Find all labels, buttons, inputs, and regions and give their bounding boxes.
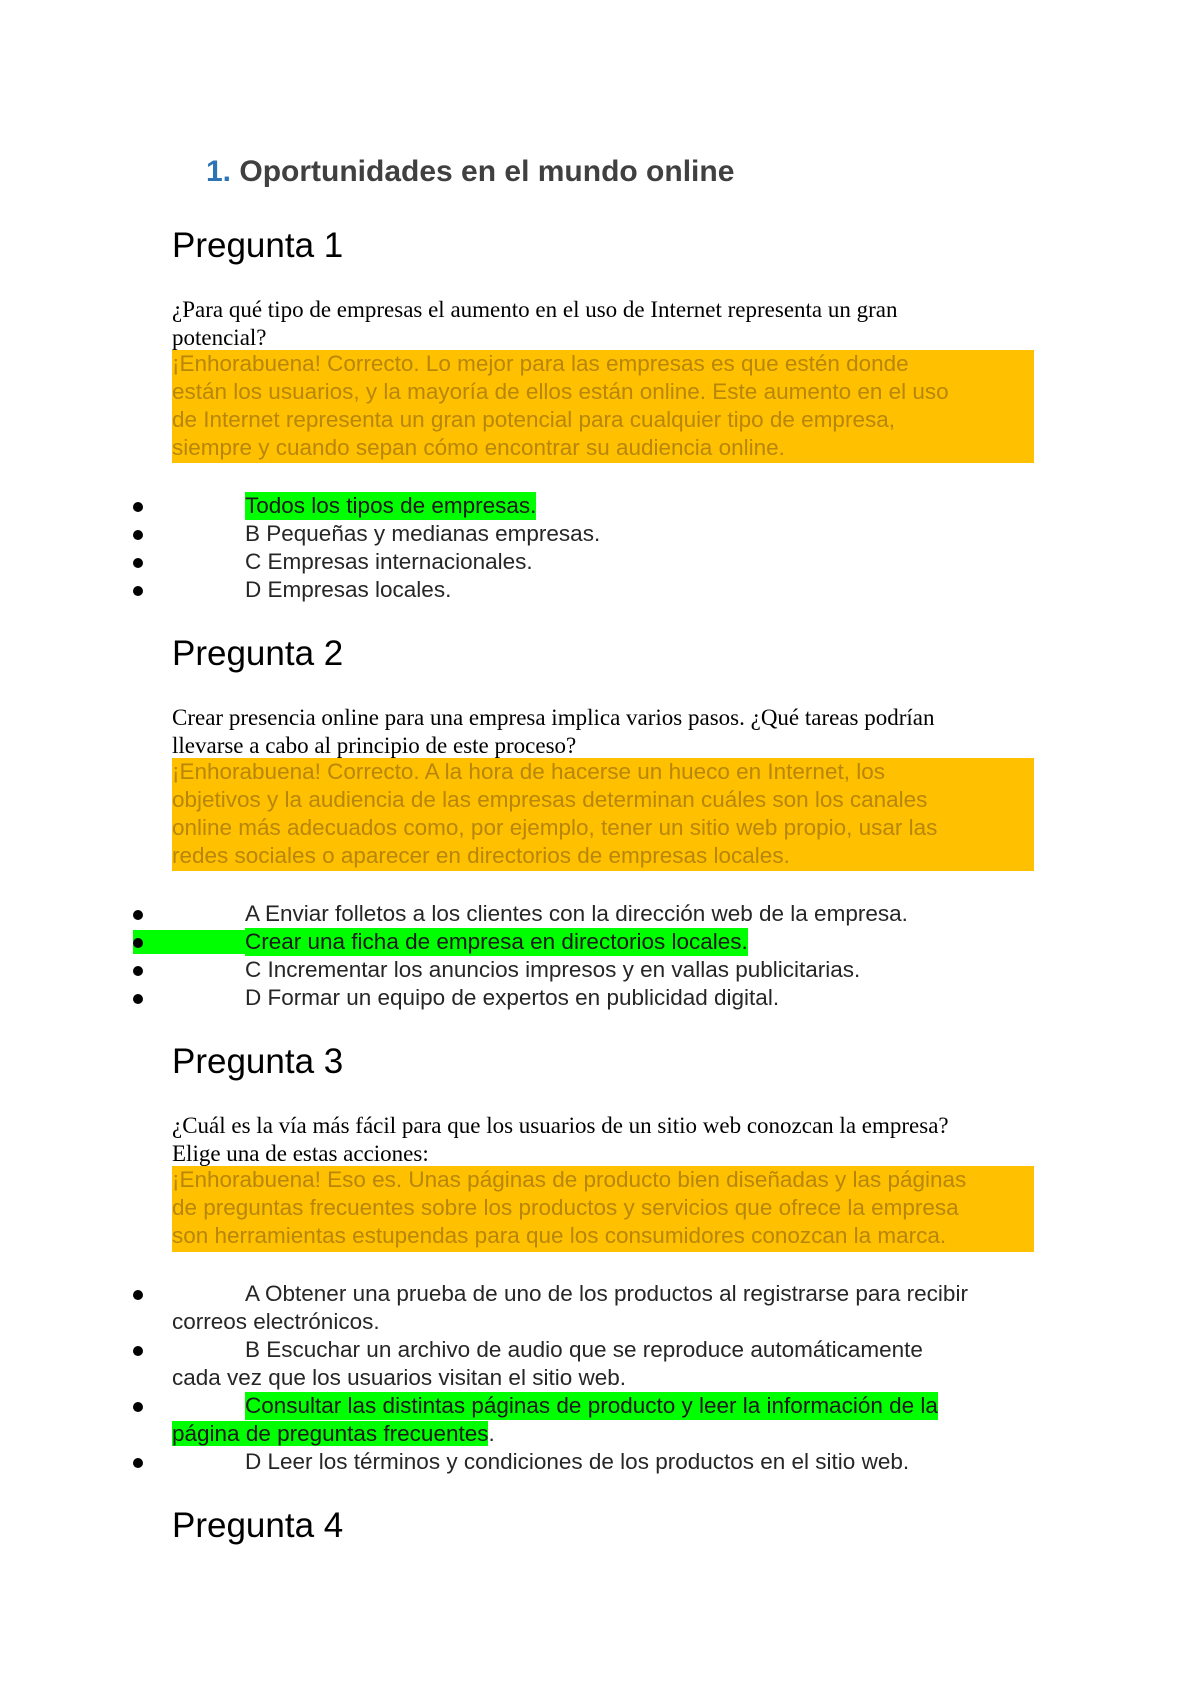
bullet-icon: [133, 994, 143, 1004]
question-heading: Pregunta 4: [172, 1506, 344, 1545]
option-text-continued: cada vez que los usuarios visitan el sitio web.: [172, 1365, 626, 1390]
bullet-icon: [133, 586, 143, 596]
question-heading: Pregunta 2: [172, 634, 344, 673]
question-text-line: llevarse a cabo al principio de este proceso?: [172, 733, 577, 758]
bullet-icon: [133, 1290, 143, 1300]
bullet-icon: [133, 910, 143, 920]
option-text: Todos los tipos de empresas.: [245, 493, 537, 518]
option-text: Crear una ficha de empresa en directorios locales.: [245, 929, 748, 954]
question-heading: Pregunta 1: [172, 226, 344, 265]
feedback-line: son herramientas estupendas para que los consumidores conozcan la marca.: [172, 1223, 947, 1248]
option-text: D Empresas locales.: [245, 577, 452, 602]
feedback-line: ¡Enhorabuena! Correcto. A la hora de hacerse un hueco en Internet, los: [172, 759, 885, 784]
option-text: C Empresas internacionales.: [245, 549, 533, 574]
option-text-highlight: página de preguntas frecuentes: [172, 1421, 489, 1446]
section-title: [206, 152, 734, 192]
bullet-icon: [133, 502, 143, 512]
bullet-icon: [133, 558, 143, 568]
question-heading: Pregunta 3: [172, 1042, 344, 1081]
bullet-icon: [133, 1346, 143, 1356]
bullet-icon: [133, 1458, 143, 1468]
option-text: Consultar las distintas páginas de producto y leer la información de la: [245, 1393, 938, 1418]
feedback-line: ¡Enhorabuena! Correcto. Lo mejor para las empresas es que estén donde: [172, 351, 909, 376]
bullet-icon: [133, 938, 143, 948]
feedback-line: online más adecuados como, por ejemplo, tener un sitio web propio, usar las: [172, 815, 938, 840]
feedback-box: [172, 1166, 1034, 1252]
bullet-icon: [133, 966, 143, 976]
option-text-continued: [172, 1420, 495, 1448]
feedback-line: están los usuarios, y la mayoría de ellos están online. Este aumento en el uso: [172, 379, 949, 404]
option-text: C Incrementar los anuncios impresos y en vallas publicitarias.: [245, 957, 861, 982]
option-text: B Pequeñas y medianas empresas.: [245, 521, 601, 546]
feedback-line: de Internet representa un gran potencial para cualquier tipo de empresa,: [172, 407, 895, 432]
feedback-line: redes sociales o aparecer en directorios de empresas locales.: [172, 843, 790, 868]
feedback-box: [172, 350, 1034, 463]
feedback-line: siempre y cuando sepan cómo encontrar su audiencia online.: [172, 435, 785, 460]
section-number: 1.: [206, 155, 232, 188]
option-text: B Escuchar un archivo de audio que se reproduce automáticamente: [245, 1337, 923, 1362]
question-text-line: Crear presencia online para una empresa implica varios pasos. ¿Qué tareas podrían: [172, 705, 935, 730]
question-text-line: ¿Cuál es la vía más fácil para que los usuarios de un sitio web conozcan la empresa?: [172, 1113, 949, 1138]
option-text: A Enviar folletos a los clientes con la dirección web de la empresa.: [245, 901, 908, 926]
question-text-line: Elige una de estas acciones:: [172, 1141, 429, 1166]
question-text-line: potencial?: [172, 325, 267, 350]
bullet-icon: [133, 530, 143, 540]
option-text-continued: correos electrónicos.: [172, 1309, 380, 1334]
feedback-line: objetivos y la audiencia de las empresas determinan cuáles son los canales: [172, 787, 928, 812]
feedback-line: ¡Enhorabuena! Eso es. Unas páginas de producto bien diseñadas y las páginas: [172, 1167, 967, 1192]
option-text-tail: .: [488, 1421, 495, 1446]
section-title-text: Oportunidades en el mundo online: [239, 155, 735, 188]
option-text: A Obtener una prueba de uno de los productos al registrarse para recibir: [245, 1281, 968, 1306]
question-text-line: ¿Para qué tipo de empresas el aumento en el uso de Internet representa un gran: [172, 297, 898, 322]
question-text: [172, 704, 1032, 760]
question-text: [172, 1112, 1032, 1168]
feedback-line: de preguntas frecuentes sobre los productos y servicios que ofrece la empresa: [172, 1195, 959, 1220]
feedback-box: [172, 758, 1034, 871]
option-text: D Formar un equipo de expertos en publicidad digital.: [245, 985, 780, 1010]
bullet-icon: [133, 1402, 143, 1412]
question-text: [172, 296, 1032, 352]
option-text: D Leer los términos y condiciones de los productos en el sitio web.: [245, 1449, 910, 1474]
